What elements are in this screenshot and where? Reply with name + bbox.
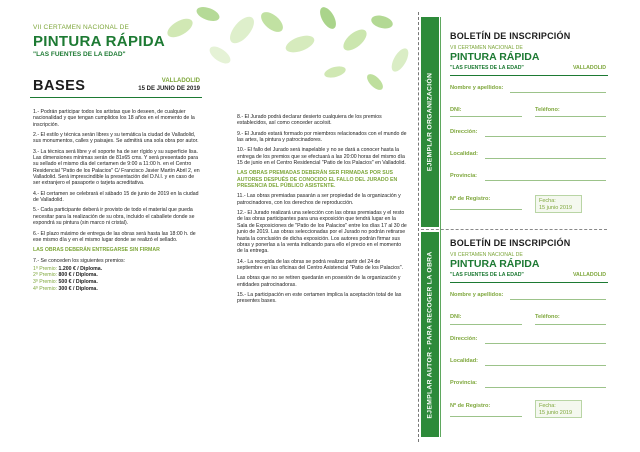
registry-label: Nº de Registro: [450, 196, 491, 202]
registry-field[interactable] [450, 209, 522, 210]
cut-line-vertical [418, 12, 419, 442]
prize-list [33, 266, 200, 292]
prize-item: 2º Premio: 800 € / Diploma. [33, 272, 98, 279]
form-edition: VII CERTAMEN NACIONAL DE [450, 252, 523, 258]
unsigned-note: LAS OBRAS DEBERÁN ENTREGARSE SIN FIRMAR [33, 247, 160, 254]
rule-paragraph: 10.- El fallo del Jurado será inapelable y no se dará a conocer hasta la entrega de los premios que se efectuará a las 20:00 horas del mismo día 15 de junio en el Centro Residencial "Patio de los Palacios" en Valladolid. [237, 147, 406, 167]
rule-paragraph: 3.- La técnica será libre y el soporte ha de ser rígido y su superficie lisa. Las dimensiones mínimas serán de 81x65 cms. Y será presentado para su sellado el mismo día del certamen de 9:00 a 11:00 h. en el Centro Residencial "Patio de los Palacios" C/ Francisco Javier Martín Abril 2, en Valladolid. Será imprescindible la presentación del D.N.I. y en caso de ser extranjero el pasaporte o tarjeta acreditativa. [33, 148, 200, 187]
province-field[interactable] [485, 387, 606, 388]
form-name: PINTURA RÁPIDA [450, 51, 540, 63]
province-field[interactable] [485, 180, 606, 181]
address-label: Dirección: [450, 129, 478, 135]
registration-form-organization [440, 17, 608, 227]
rule-paragraph: 4.- El certamen se celebrará el sábado 15 de junio de 2019 en la ciudad de Valladolid. [33, 190, 199, 204]
date-box: Fecha: 15 junio 2019 [535, 195, 582, 213]
prize-item: 4º Premio: 300 € / Diploma. [33, 285, 98, 292]
dni-field[interactable] [450, 116, 522, 117]
prizes-intro: 7.- Se conceden los siguientes premios: [33, 257, 125, 264]
stub-side-organization: EJEMPLAR ORGANIZACIÓN [421, 17, 439, 227]
phone-label: Teléfono: [535, 314, 560, 320]
form-place: VALLADOLID [572, 272, 606, 278]
leaves-decoration [150, 0, 420, 100]
name-field[interactable] [510, 299, 606, 300]
prize-item: 3º Premio: 500 € / Diploma. [33, 279, 98, 286]
rule-paragraph: 11.- Las obras premiadas pasarán a ser propiedad de la organización y patrocinadores, con los derechos de reproducción. [237, 193, 401, 206]
rule-paragraph: Las obras que no se retiren quedarán en posesión de la organización y entidades patrocinadoras. [237, 275, 401, 288]
rule-paragraph: 5.- Cada participante deberá ir provisto de todo el material que pueda necesitar para la realización de su obra, incluido el caballete donde se expondrá su pintura (sin marco ni cristal). [33, 207, 195, 227]
section-title: BASES [33, 78, 86, 94]
form-title: BOLETÍN DE INSCRIPCIÓN [450, 31, 571, 41]
cut-line-horizontal [421, 229, 607, 230]
header-title: PINTURA RÁPIDA [33, 33, 165, 50]
rule-paragraph: 6.- El plazo máximo de entrega de las obras será hasta las 18:00 h. de ese mismo día y en el mismo lugar donde se realizó el sellado. [33, 230, 196, 243]
header-edition: VII CERTAMEN NACIONAL DE [33, 24, 130, 31]
form-edition: VII CERTAMEN NACIONAL DE [450, 45, 523, 51]
section-divider [30, 97, 202, 98]
rule-paragraph: 9.- El Jurado estará formado por miembros relacionados con el mundo de las artes, la pintura y patrocinadores. [237, 130, 407, 144]
rule-paragraph: 8.- El Jurado podrá declarar desierto cualquiera de los premios establecidos, así como conceder accésit. [237, 114, 382, 127]
address-field[interactable] [485, 136, 606, 137]
header-tagline: "LAS FUENTES DE LA EDAD" [33, 51, 126, 58]
city-field[interactable] [485, 158, 606, 159]
rule-paragraph: 12.- El Jurado realizará una selección con las obras premiadas y el resto de las obras participantes para una exposición que tendrá lugar en la Sala de Exposiciones de "Patio de los Palacios" entre los días 17 al 30 de junio de 2019. Las obras seleccionadas por el Jurado no podrán retirarse hasta la conclusión de dicha exposición. Los autores podrán firmar sus obras y ponerlas a la venta indicando para ello el precio en el momento de la entrega. [237, 210, 407, 255]
rules-column-right [237, 114, 407, 309]
province-label: Provincia: [450, 173, 478, 179]
event-place: VALLADOLID [161, 78, 200, 84]
signed-note: LAS OBRAS PREMIADAS DEBERÁN SER FIRMADAS POR SUS AUTORES DESPUÉS DE CONOCIDO EL FALLO DEL JURADO EN PRESENCIA DEL PÚBLICO ASISTENTE. [237, 170, 398, 190]
registry-label: Nº de Registro: [450, 403, 491, 409]
form-divider [450, 282, 608, 283]
rule-paragraph: 15.- La participación en este certamen implica la aceptación total de las presentes bases. [237, 291, 402, 305]
name-label: Nombre y apellidos: [450, 292, 504, 298]
province-label: Provincia: [450, 380, 478, 386]
city-label: Localidad: [450, 358, 478, 364]
city-label: Localidad: [450, 151, 478, 157]
event-date: 15 DE JUNIO DE 2019 [138, 86, 200, 92]
dni-field[interactable] [450, 324, 522, 325]
registration-form-author [440, 232, 608, 437]
phone-field[interactable] [535, 116, 606, 117]
phone-label: Teléfono: [535, 107, 560, 113]
form-title: BOLETÍN DE INSCRIPCIÓN [450, 238, 571, 248]
form-tagline: "LAS FUENTES DE LA EDAD" [450, 272, 524, 278]
form-place: VALLADOLID [572, 65, 606, 71]
rules-column-left [33, 109, 200, 292]
name-label: Nombre y apellidos: [450, 85, 504, 91]
stub-side-author: EJEMPLAR AUTOR - PARA RECOGER LA OBRA [421, 232, 439, 437]
address-field[interactable] [485, 343, 606, 344]
registry-field[interactable] [450, 416, 522, 417]
rule-paragraph: 2.- El estilo y técnica serán libres y su temática la ciudad de Valladolid, sus monumentos, calles y paisajes. Se admitirá una sola obra por autor. [33, 132, 199, 145]
rule-paragraph: 1.- Podrán participar todos los artistas que lo deseen, de cualquier nacionalidad y que tengan cumplidos los 18 años en el momento de la inscripción. [33, 109, 195, 128]
form-tagline: "LAS FUENTES DE LA EDAD" [450, 65, 524, 71]
date-box: Fecha: 15 junio 2019 [535, 400, 582, 418]
dni-label: DNI: [450, 314, 462, 320]
phone-field[interactable] [535, 324, 606, 325]
address-label: Dirección: [450, 336, 478, 342]
form-divider [450, 75, 608, 76]
dni-label: DNI: [450, 107, 462, 113]
rule-paragraph: 14.- La recogida de las obras se podrá realizar partir del 24 de septiembre en las oficinas del Centro Asistencial "Patio de los Palacios". [237, 258, 404, 271]
name-field[interactable] [510, 92, 606, 93]
prize-item: 1º Premio: 1.200 € / Diploma. [33, 265, 103, 272]
city-field[interactable] [485, 365, 606, 366]
form-name: PINTURA RÁPIDA [450, 258, 540, 270]
